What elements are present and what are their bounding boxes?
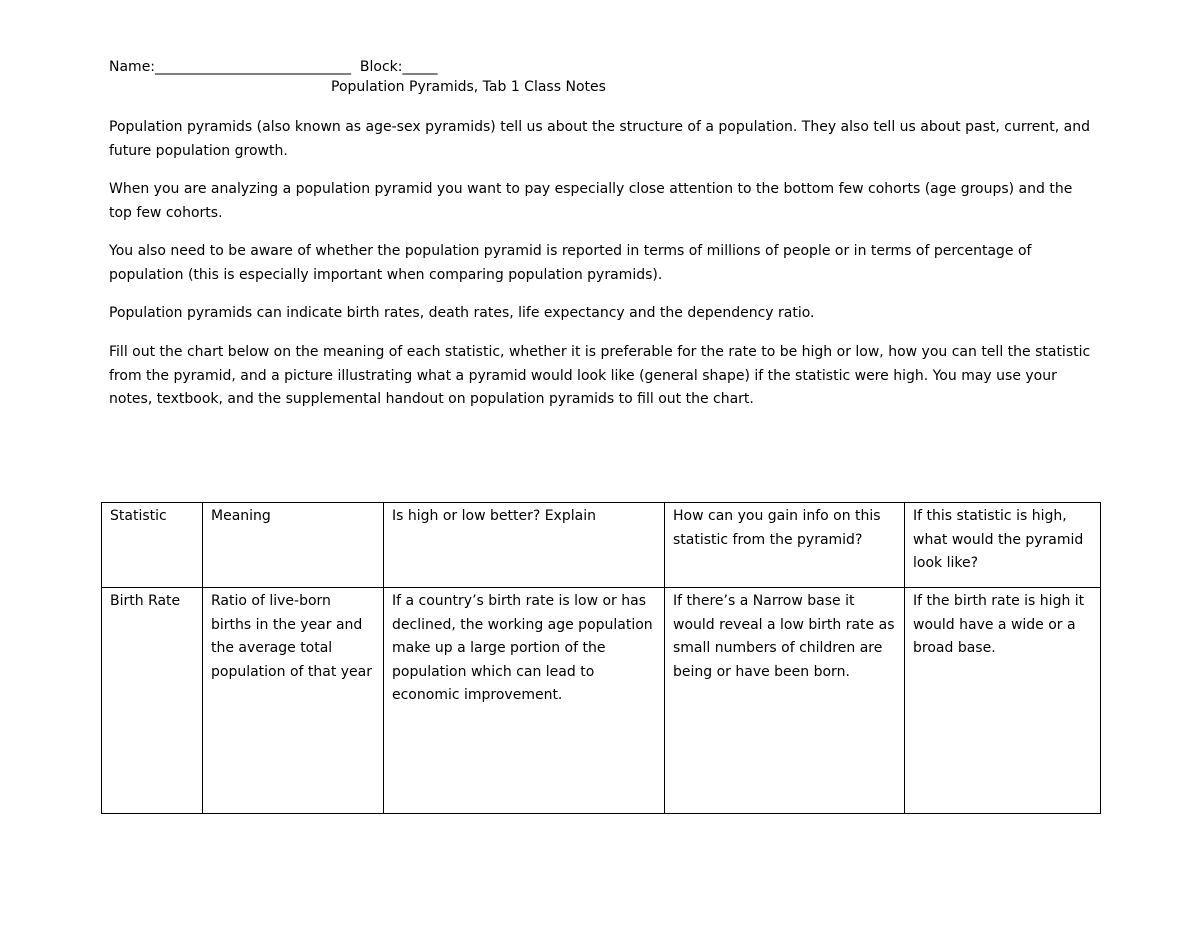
paragraph-instructions: Fill out the chart below on the meaning of each statistic, whether it is preferable for the rate to be high or low, how you can tell the statistic from the pyramid, and a picture illustrating what a pyramid would look like (general shape) if the statistic were high. You may use your notes, textbook, and the supplemental handout on population pyramids to fill out the chart. (109, 344, 1091, 407)
header-meaning: Meaning (203, 503, 384, 588)
header-gain-info: How can you gain info on this statistic from the pyramid? (665, 503, 905, 588)
paragraph-intro: Population pyramids (also known as age-sex pyramids) tell us about the structure of a population. They also tell us about past, current, and future population growth. (109, 119, 1091, 159)
header-statistic: Statistic (102, 503, 203, 588)
cell-meaning: Ratio of live-born births in the year and the average total population of that year (203, 588, 384, 814)
table-header-row (102, 503, 1101, 588)
table-row (102, 588, 1101, 814)
header-high-or-low: Is high or low better? Explain (384, 503, 665, 588)
cell-gain-info: If there’s a Narrow base it would reveal a low birth rate as small numbers of children are being or have been born. (665, 588, 905, 814)
cell-high-or-low: If a country’s birth rate is low or has declined, the working age population make up a large portion of the population which can lead to economic improvement. (384, 588, 665, 814)
paragraph-indicators: Population pyramids can indicate birth rates, death rates, life expectancy and the dependency ratio. (109, 305, 815, 321)
paragraph-cohorts: When you are analyzing a population pyramid you want to pay especially close attention to the bottom few cohorts (age groups) and the top few cohorts. (109, 181, 1073, 221)
cell-pyramid-shape: If the birth rate is high it would have a wide or a broad base. (905, 588, 1101, 814)
header-pyramid-shape: If this statistic is high, what would the pyramid look like? (905, 503, 1101, 588)
paragraph-units: You also need to be aware of whether the population pyramid is reported in terms of millions of people or in terms of percentage of population (this is especially important when comparing population pyramids). (109, 243, 1032, 283)
page-title: Population Pyramids, Tab 1 Class Notes (331, 79, 606, 95)
statistics-table (101, 502, 1101, 814)
cell-statistic: Birth Rate (102, 588, 203, 814)
name-block-line: Name:____________________________ Block:_____ (109, 59, 438, 75)
